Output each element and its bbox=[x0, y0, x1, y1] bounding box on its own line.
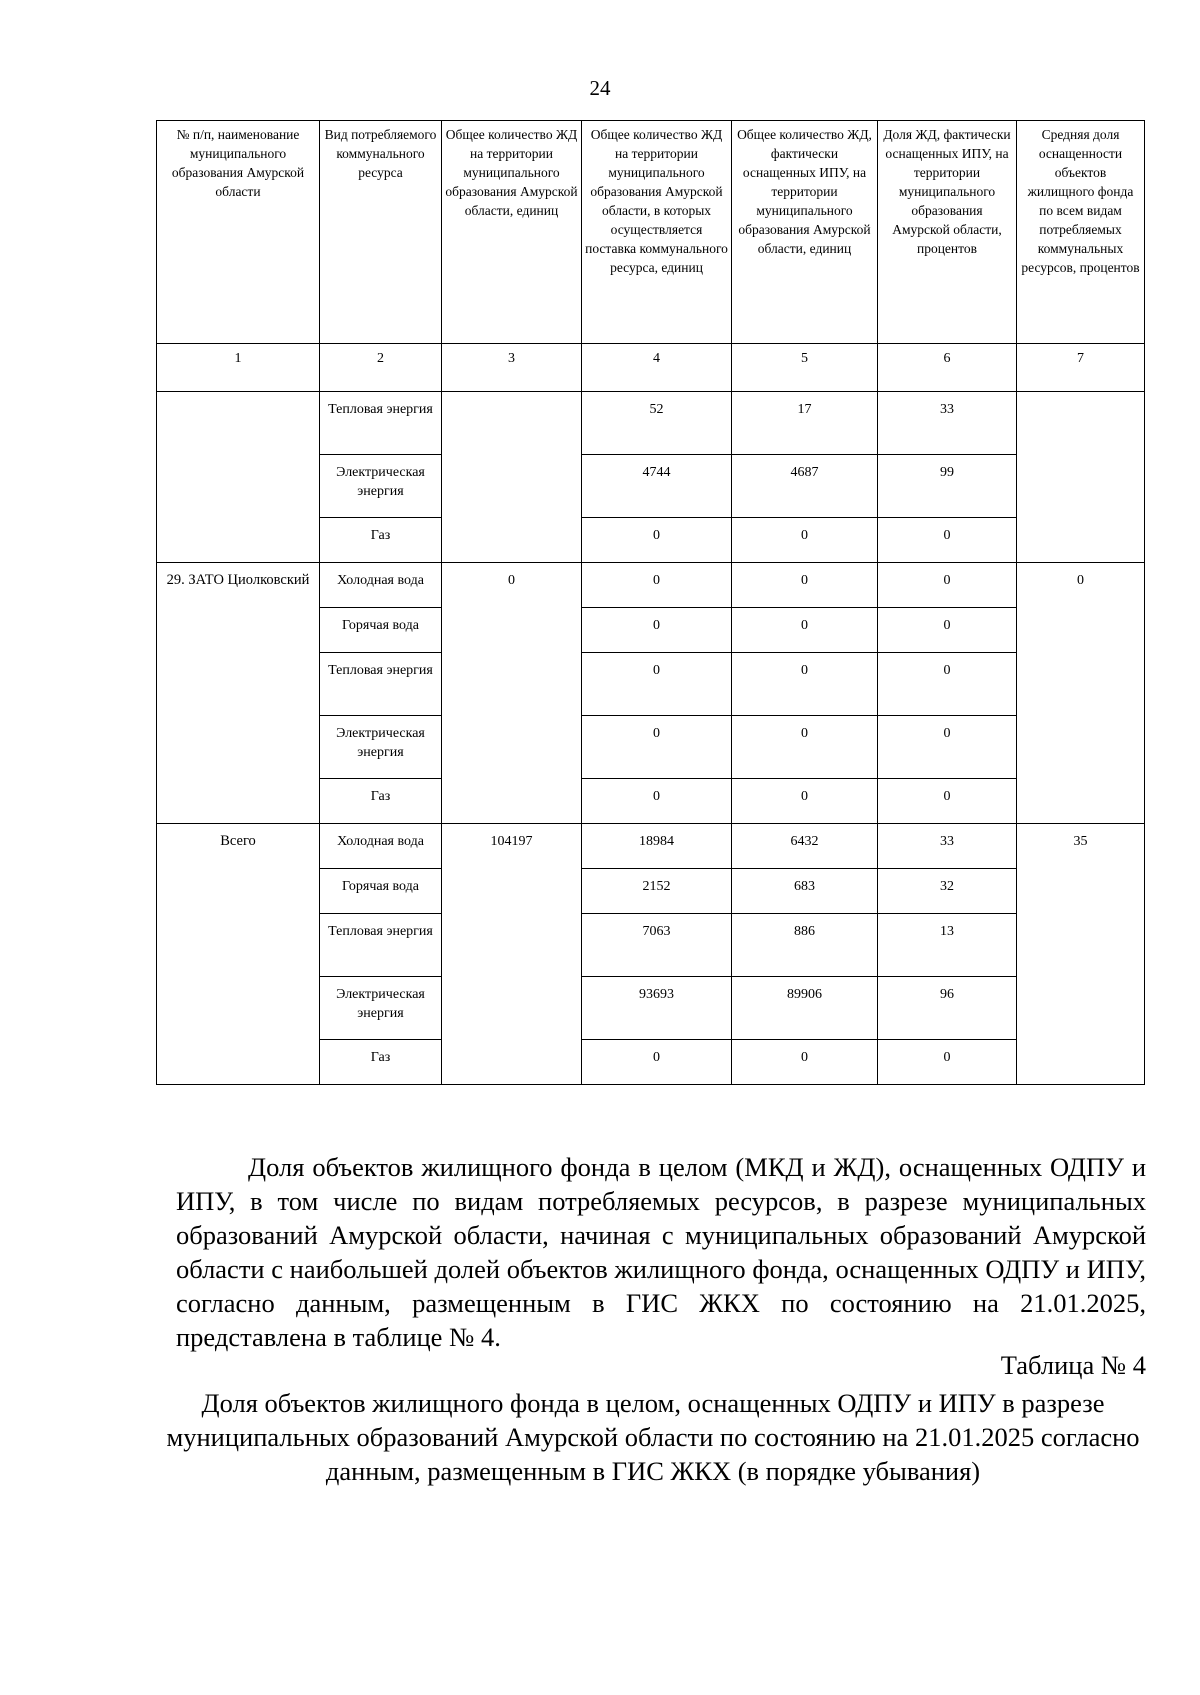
resource-type: Тепловая энергия bbox=[320, 914, 442, 977]
equipped-share: 33 bbox=[878, 824, 1017, 869]
table-row bbox=[157, 824, 1145, 869]
equipped-share: 0 bbox=[878, 518, 1017, 563]
resource-type: Горячая вода bbox=[320, 869, 442, 914]
table-caption-title: Доля объектов жилищного фонда в целом, оснащенных ОДПУ и ИПУ в разрезе муниципальных образований Амурской области по состоянию на 21.01.2025 согласно данным, размещенным в ГИС ЖКХ (в порядке убывания) bbox=[166, 1388, 1140, 1486]
header-total-houses: Общее количество ЖД на территории муниципального образования Амурской области, единиц bbox=[442, 121, 582, 344]
column-number: 3 bbox=[442, 344, 582, 392]
body-paragraph: Доля объектов жилищного фонда в целом (МКД и ЖД), оснащенных ОДПУ и ИПУ, в том числе по видам потребляемых ресурсов, в разрезе муниципальных образований Амурской области, начиная с муниципальных образований Амурской области с наибольшей долей объектов жилищного фонда, оснащенных ОДПУ и ИПУ, согласно данным, размещенным в ГИС ЖКХ по состоянию на 21.01.2025, представлена в таблице № 4. bbox=[176, 1152, 1146, 1352]
supplied-houses: 7063 bbox=[582, 914, 732, 977]
column-number: 4 bbox=[582, 344, 732, 392]
municipality-name: Всего bbox=[157, 824, 320, 1085]
header-municipality: № п/п, наименование муниципального образования Амурской области bbox=[157, 121, 320, 344]
header-supplied-houses: Общее количество ЖД на территории муниципального образования Амурской области, в которых осуществляется поставка коммунального ресурса, единиц bbox=[582, 121, 732, 344]
column-number-row bbox=[157, 344, 1145, 392]
equipped-houses: 17 bbox=[732, 392, 878, 455]
housing-metering-table bbox=[156, 120, 1145, 1085]
supplied-houses: 0 bbox=[582, 716, 732, 779]
total-houses: 0 bbox=[442, 563, 582, 824]
supplied-houses: 0 bbox=[582, 1040, 732, 1085]
resource-type: Тепловая энергия bbox=[320, 653, 442, 716]
equipped-houses: 0 bbox=[732, 608, 878, 653]
table-row bbox=[157, 392, 1145, 455]
supplied-houses: 52 bbox=[582, 392, 732, 455]
equipped-houses: 0 bbox=[732, 518, 878, 563]
supplied-houses: 2152 bbox=[582, 869, 732, 914]
header-resource-type: Вид потребляемого коммунального ресурса bbox=[320, 121, 442, 344]
equipped-share: 13 bbox=[878, 914, 1017, 977]
column-number: 2 bbox=[320, 344, 442, 392]
municipality-name: 29. ЗАТО Циолковский bbox=[157, 563, 320, 824]
resource-type: Электрическая энергия bbox=[320, 455, 442, 518]
equipped-houses: 0 bbox=[732, 563, 878, 608]
supplied-houses: 0 bbox=[582, 518, 732, 563]
equipped-share: 32 bbox=[878, 869, 1017, 914]
equipped-houses: 0 bbox=[732, 653, 878, 716]
equipped-houses: 89906 bbox=[732, 977, 878, 1040]
supplied-houses: 0 bbox=[582, 779, 732, 824]
equipped-share: 0 bbox=[878, 716, 1017, 779]
total-houses bbox=[442, 392, 582, 563]
equipped-houses: 683 bbox=[732, 869, 878, 914]
resource-type: Тепловая энергия bbox=[320, 392, 442, 455]
column-number: 5 bbox=[732, 344, 878, 392]
equipped-houses: 0 bbox=[732, 1040, 878, 1085]
header-equipped-share: Доля ЖД, фактически оснащенных ИПУ, на территории муниципального образования Амурской области, процентов bbox=[878, 121, 1017, 344]
equipped-share: 0 bbox=[878, 608, 1017, 653]
equipped-share: 0 bbox=[878, 653, 1017, 716]
column-number: 1 bbox=[157, 344, 320, 392]
column-number: 7 bbox=[1017, 344, 1145, 392]
equipped-houses: 886 bbox=[732, 914, 878, 977]
equipped-share: 96 bbox=[878, 977, 1017, 1040]
average-share bbox=[1017, 392, 1145, 563]
column-number: 6 bbox=[878, 344, 1017, 392]
equipped-houses: 6432 bbox=[732, 824, 878, 869]
equipped-share: 33 bbox=[878, 392, 1017, 455]
header-equipped-houses: Общее количество ЖД, фактически оснащенных ИПУ, на территории муниципального образования Амурской области, единиц bbox=[732, 121, 878, 344]
resource-type: Горячая вода bbox=[320, 608, 442, 653]
resource-type: Газ bbox=[320, 779, 442, 824]
resource-type: Холодная вода bbox=[320, 563, 442, 608]
equipped-share: 0 bbox=[878, 779, 1017, 824]
equipped-houses: 0 bbox=[732, 779, 878, 824]
supplied-houses: 4744 bbox=[582, 455, 732, 518]
resource-type: Электрическая энергия bbox=[320, 977, 442, 1040]
resource-type: Газ bbox=[320, 1040, 442, 1085]
supplied-houses: 0 bbox=[582, 653, 732, 716]
equipped-houses: 0 bbox=[732, 716, 878, 779]
resource-type: Газ bbox=[320, 518, 442, 563]
equipped-houses: 4687 bbox=[732, 455, 878, 518]
page-number: 24 bbox=[589, 76, 611, 100]
supplied-houses: 93693 bbox=[582, 977, 732, 1040]
supplied-houses: 0 bbox=[582, 563, 732, 608]
header-average-share: Средняя доля оснащенности объектов жилищного фонда по всем видам потребляемых коммунальных ресурсов, процентов bbox=[1017, 121, 1145, 344]
table-caption-label: Таблица № 4 bbox=[1000, 1350, 1146, 1380]
supplied-houses: 18984 bbox=[582, 824, 732, 869]
equipped-share: 0 bbox=[878, 563, 1017, 608]
table-row bbox=[157, 563, 1145, 608]
average-share: 0 bbox=[1017, 563, 1145, 824]
table-header-row bbox=[157, 121, 1145, 344]
resource-type: Холодная вода bbox=[320, 824, 442, 869]
municipality-name bbox=[157, 392, 320, 563]
equipped-share: 99 bbox=[878, 455, 1017, 518]
average-share: 35 bbox=[1017, 824, 1145, 1085]
resource-type: Электрическая энергия bbox=[320, 716, 442, 779]
total-houses: 104197 bbox=[442, 824, 582, 1085]
supplied-houses: 0 bbox=[582, 608, 732, 653]
equipped-share: 0 bbox=[878, 1040, 1017, 1085]
